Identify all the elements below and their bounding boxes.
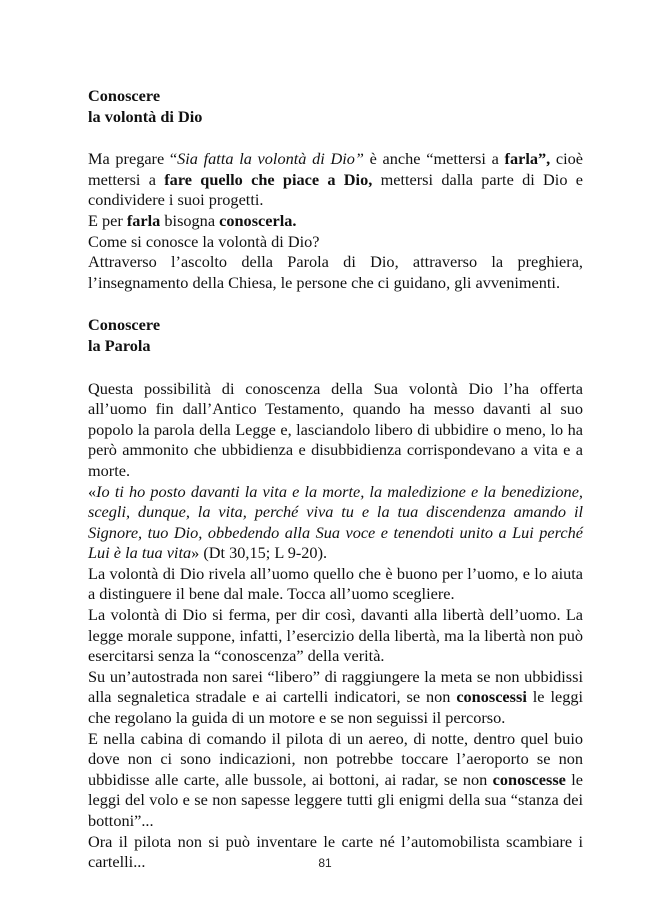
bold-run: conoscerla. bbox=[219, 210, 297, 230]
text-run: E per bbox=[88, 210, 127, 230]
page-body bbox=[88, 86, 583, 873]
paragraph bbox=[88, 667, 583, 729]
paragraph: Questa possibilità di conoscenza della Sua volontà Dio l’ha offerta all’uomo fin dall’Antico Testamento, quando ha messo davanti al suo popolo la parola della Legge e, lasciandolo libero di ubbidire o meno, lo ha però ammonito che ubbidienza e disubbidienza corrispondevano a vita e a morte. bbox=[88, 378, 583, 480]
paragraph bbox=[88, 211, 583, 232]
page-number: 81 bbox=[318, 856, 332, 870]
text-run: è anche “mettersi a bbox=[363, 149, 505, 169]
paragraph: Attraverso l’ascolto della Parola di Dio, attraverso la preghiera, l’insegnamento della Chiesa, le persone che ci guidano, gli avvenimenti. bbox=[88, 252, 583, 292]
heading-line: la volontà di Dio bbox=[88, 106, 203, 126]
quote-citation: » (Dt 30,15; L 9-20). bbox=[191, 543, 328, 563]
bold-run: conoscessi bbox=[456, 687, 527, 707]
text-run: Ma pregare “ bbox=[88, 149, 178, 169]
heading-line: Conoscere bbox=[88, 315, 161, 335]
bold-run: farla”, bbox=[504, 149, 551, 169]
italic-run: Io ti ho posto davanti la vita e la morte, la maledizione e la benedizione, scegli, dunque, la vita, perché viva tu e la tua discendenza amando il Signore, tuo Dio, obbedendo alla Sua voce e tenendoti unito a Lui perché Lui è la tua vita bbox=[88, 481, 583, 563]
bold-run: fare quello che piace a Dio, bbox=[164, 169, 373, 189]
text-run: le leggi del volo e se non sapesse leggere tutti gli enigmi della sua “stanza dei bottoni”... bbox=[88, 769, 584, 830]
section-heading-volonta bbox=[88, 86, 583, 127]
bold-run: conoscesse bbox=[492, 769, 566, 789]
paragraph: Ora il pilota non si può inventare le carte né l’automobilista scambiare i cartelli... bbox=[88, 831, 583, 872]
text-run: bisogna bbox=[160, 210, 220, 230]
text-run: mettersi dalla parte di Dio e condividere i suoi progetti. bbox=[88, 169, 583, 210]
paragraph bbox=[88, 729, 583, 832]
paragraph: La volontà di Dio rivela all’uomo quello che è buono per l’uomo, e lo aiuta a distinguere il bene dal male. Tocca all’uomo scegliere. bbox=[88, 563, 583, 604]
paragraph: Come si conosce la volontà di Dio? bbox=[88, 231, 320, 251]
paragraph bbox=[88, 149, 583, 211]
scripture-quote bbox=[88, 482, 583, 564]
text-run: E nella cabina di comando il pilota di un aereo, di notte, dentro quel buio dove non ci sono indicazioni, non potrebbe toccare l’aeroporto se non ubbidisse alle carte, alle bussole, ai bottoni, ai radar, se non bbox=[88, 728, 583, 789]
quote-open: « bbox=[88, 481, 97, 501]
text-run: cioè mettersi a bbox=[88, 149, 584, 189]
paragraph: La volontà di Dio si ferma, per dir così, davanti alla libertà dell’uomo. La legge morale suppone, infatti, l’esercizio della libertà, ma la libertà non può esercitarsi senza la “conoscenza” della verità. bbox=[88, 605, 583, 666]
heading-line: Conoscere bbox=[88, 86, 161, 105]
text-run: Su un’autostrada non sarei “libero” di raggiungere la meta se non ubbidissi alla segnaletica stradale e ai cartelli indicatori, se non bbox=[88, 666, 583, 707]
italic-run: Sia fatta la volontà di Dio” bbox=[177, 149, 364, 169]
heading-line: la Parola bbox=[88, 335, 151, 355]
bold-run: farla bbox=[126, 210, 161, 230]
text-run: le leggi che regolano la guida di un motore e se non seguissi il percorso. bbox=[88, 687, 583, 728]
section-heading-parola bbox=[88, 315, 583, 356]
